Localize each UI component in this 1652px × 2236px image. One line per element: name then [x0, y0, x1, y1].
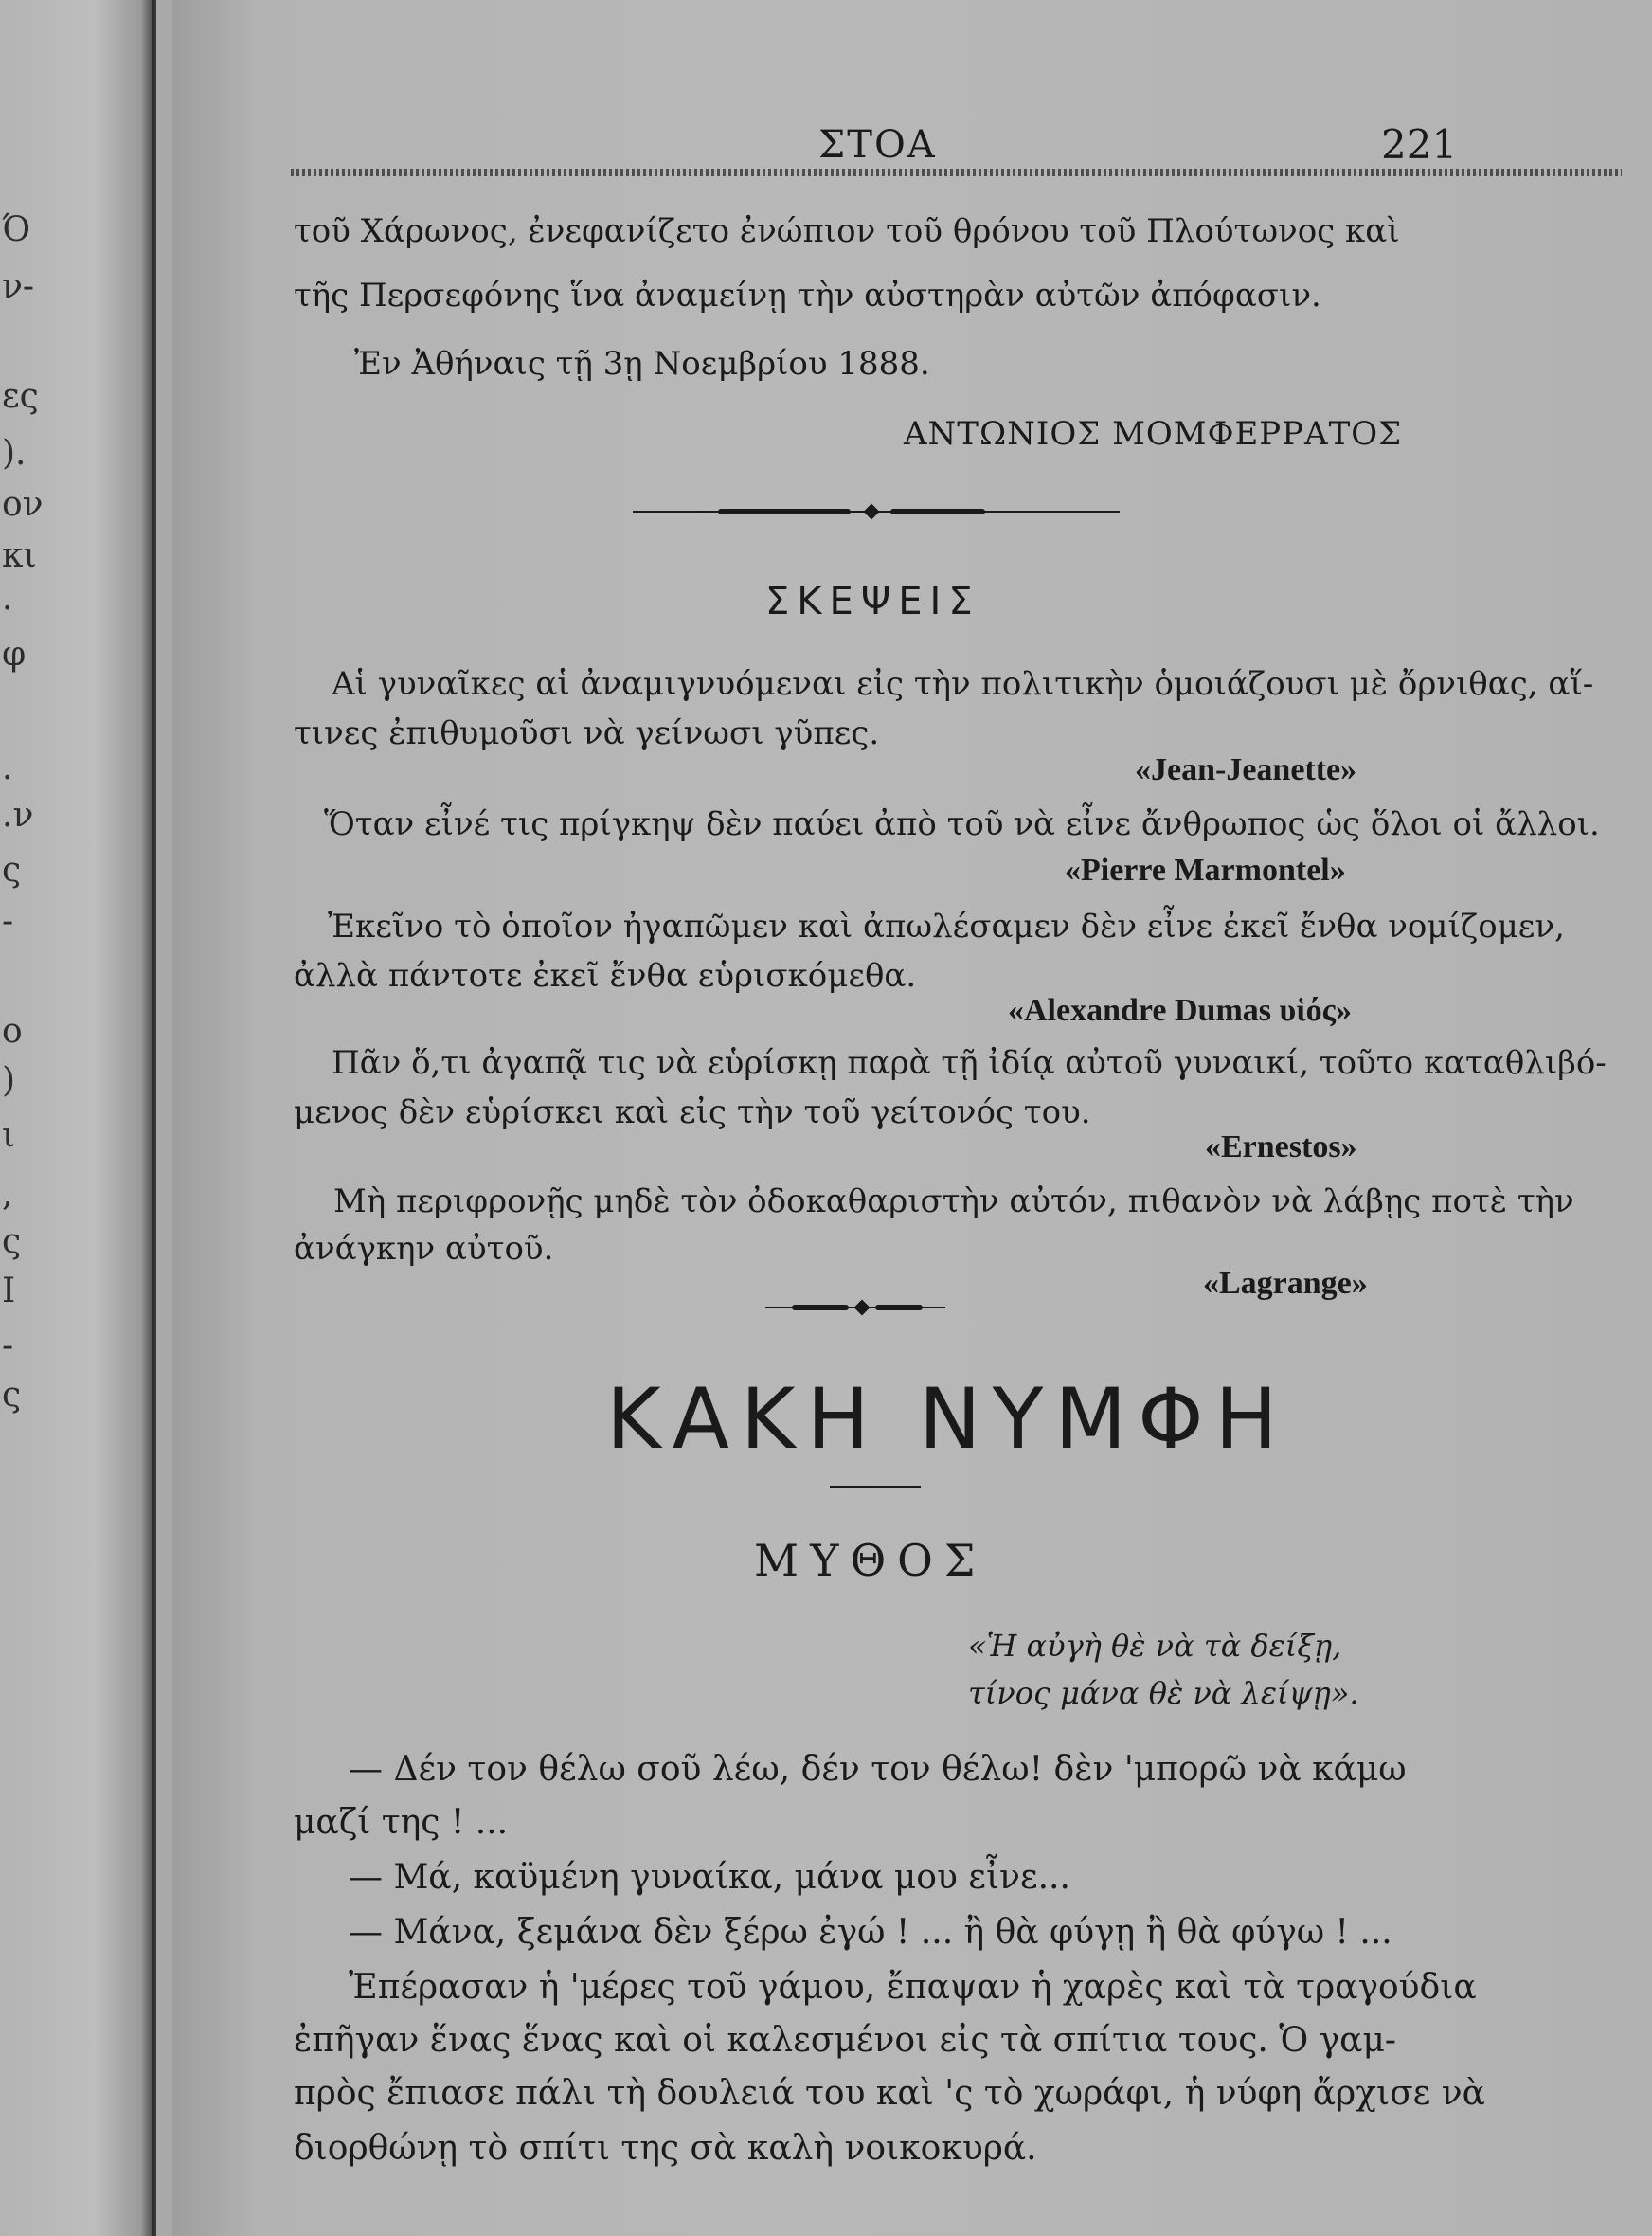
margin-fragment: ς — [2, 851, 22, 890]
quote-author: «Lagrange» — [1203, 1266, 1368, 1301]
header-rule — [291, 169, 1622, 176]
thought-line: Ὅταν εἶνέ τις πρίγκηψ δὲν παύει ἀπὸ τοῦ νὰ εἶνε ἄνθρωπος ὡς ὅλοι οἱ ἄλλοι. — [324, 805, 1600, 843]
section-title: ΣΚΕΨΕΙΣ — [765, 580, 980, 623]
margin-fragment: .ν — [2, 796, 34, 835]
margin-fragment: Ι — [2, 1271, 16, 1310]
margin-fragment: ν- — [2, 267, 35, 306]
story-line: — Δέν τον θέλω σοῦ λέω, δέν τον θέλω! δὲν 'μπορῶ νὰ κάμω — [349, 1750, 1407, 1789]
story-line: ἐπῆγαν ἕνας ἕνας καὶ οἱ καλεσμένοι εἰς τὰ σπίτια τους. Ὁ γαμ- — [294, 2021, 1397, 2060]
margin-fragment: , — [2, 1175, 13, 1214]
page-number: 221 — [1381, 121, 1458, 168]
margin-fragment: - — [2, 1326, 14, 1365]
thought-line: Πᾶν ὅ,τι ἀγαπᾷ τις νὰ εὑρίσκῃ παρὰ τῇ ἰδίᾳ αὐτοῦ γυναικί, τοῦτο καταθλιβό- — [332, 1044, 1607, 1082]
story-line: Ἐπέρασαν ἡ 'μέρες τοῦ γάμου, ἔπαψαν ἡ χαρὲς καὶ τὰ τραγούδια — [349, 1968, 1477, 2007]
thought-line: Ἐκεῖνο τὸ ὁποῖον ἠγαπῶμεν καὶ ἀπωλέσαμεν δὲν εἶνε ἐκεῖ ἔνθα νομίζομεν, — [328, 908, 1565, 946]
thought-line: Αἱ γυναῖκες αἱ ἀναμιγνυόμεναι εἰς τὴν πολιτικὴν ὁμοιάζουσι μὲ ὄρνιθας, αἵ- — [332, 665, 1594, 703]
quote-author: «Ernestos» — [1205, 1129, 1357, 1164]
facing-page-edge — [0, 0, 156, 2236]
story-line: — Μά, καϋμένη γυναίκα, μάνα μου εἶνε... — [349, 1858, 1070, 1897]
thought-line: Μὴ περιφρονῇς μηδὲ τὸν ὀδοκαθαριστὴν αὐτόν, πιθανὸν νὰ λάβῃς ποτὲ τὴν — [333, 1182, 1574, 1220]
thought-line: ἀλλὰ πάντοτε ἐκεῖ ἔνθα εὑρισκόμεθα. — [294, 957, 917, 995]
story-title: ΚΑΚΗ ΝΥΜΦΗ — [606, 1370, 1289, 1468]
margin-fragment: φ — [2, 635, 27, 674]
body-line: τοῦ Χάρωνος, ἐνεφανίζετο ἐνώπιον τοῦ θρόνου τοῦ Πλούτωνος καὶ — [294, 212, 1400, 250]
story-line: μαζί της ! ... — [294, 1803, 509, 1842]
margin-fragment: ον — [2, 485, 44, 524]
margin-fragment: ο — [2, 1012, 23, 1051]
margin-fragment: ). — [2, 434, 27, 473]
author-signature: ΑΝΤΩΝΙΟΣ ΜΟΜΦΕΡΡΑΤΟΣ — [904, 415, 1403, 453]
running-header-title: ΣΤΟΑ — [818, 123, 937, 167]
margin-fragment: κι — [2, 536, 37, 575]
section-ornament — [765, 1304, 945, 1311]
margin-fragment: ες — [2, 377, 39, 416]
margin-fragment: ι — [2, 1116, 16, 1155]
page — [172, 0, 1652, 2236]
quote-author: «Alexandre Dumas υἱός» — [1008, 993, 1353, 1028]
epigraph-line: «Ἡ αὐγὴ θὲ νὰ τὰ δείξῃ, — [968, 1628, 1342, 1664]
margin-fragment: · — [2, 589, 13, 628]
book-gutter — [152, 0, 156, 2236]
thought-line: ἀνάγκην αὐτοῦ. — [294, 1230, 554, 1268]
title-rule — [830, 1486, 921, 1488]
story-line: — Μάνα, ξεμάνα δὲν ξέρω ἐγώ ! ... ἢ θὰ φύγῃ ἢ θὰ φύγω ! ... — [349, 1913, 1392, 1952]
story-line: πρὸς ἔπιασε πάλι τὴ δουλειά του καὶ 'ς τὸ χωράφι, ἡ νύφη ἄρχισε νὰ — [294, 2074, 1485, 2113]
thought-line: τινες ἐπιθυμοῦσι νὰ γείνωσι γῦπες. — [294, 714, 880, 752]
quote-author: «Jean-Jeanette» — [1135, 752, 1357, 787]
epigraph-line: τίνος μάνα θὲ νὰ λείψῃ». — [968, 1675, 1359, 1711]
dateline: Ἐν Ἀθήναις τῇ 3ῃ Νοεμβρίου 1888. — [354, 345, 930, 383]
margin-fragment: ς — [2, 1222, 22, 1261]
thought-line: μενος δὲν εὑρίσκει καὶ εἰς τὴν τοῦ γείτονός του. — [294, 1093, 1091, 1131]
margin-fragment: ς — [2, 1376, 22, 1415]
body-line: τῆς Περσεφόνης ἵνα ἀναμείνῃ τὴν αὐστηρὰν αὐτῶν ἀπόφασιν. — [294, 277, 1321, 315]
quote-author: «Pierre Marmontel» — [1065, 853, 1346, 888]
margin-fragment: Ό — [2, 210, 31, 249]
margin-fragment: . — [2, 748, 13, 787]
story-subtitle: ΜΥΘΟΣ — [754, 1535, 987, 1586]
story-line: διορθώνῃ τὸ σπίτι της σὰ καλὴ νοικοκυρά. — [294, 2129, 1037, 2168]
section-ornament — [633, 508, 1120, 515]
margin-fragment: ) — [2, 1061, 16, 1100]
margin-fragment: - — [2, 902, 14, 941]
